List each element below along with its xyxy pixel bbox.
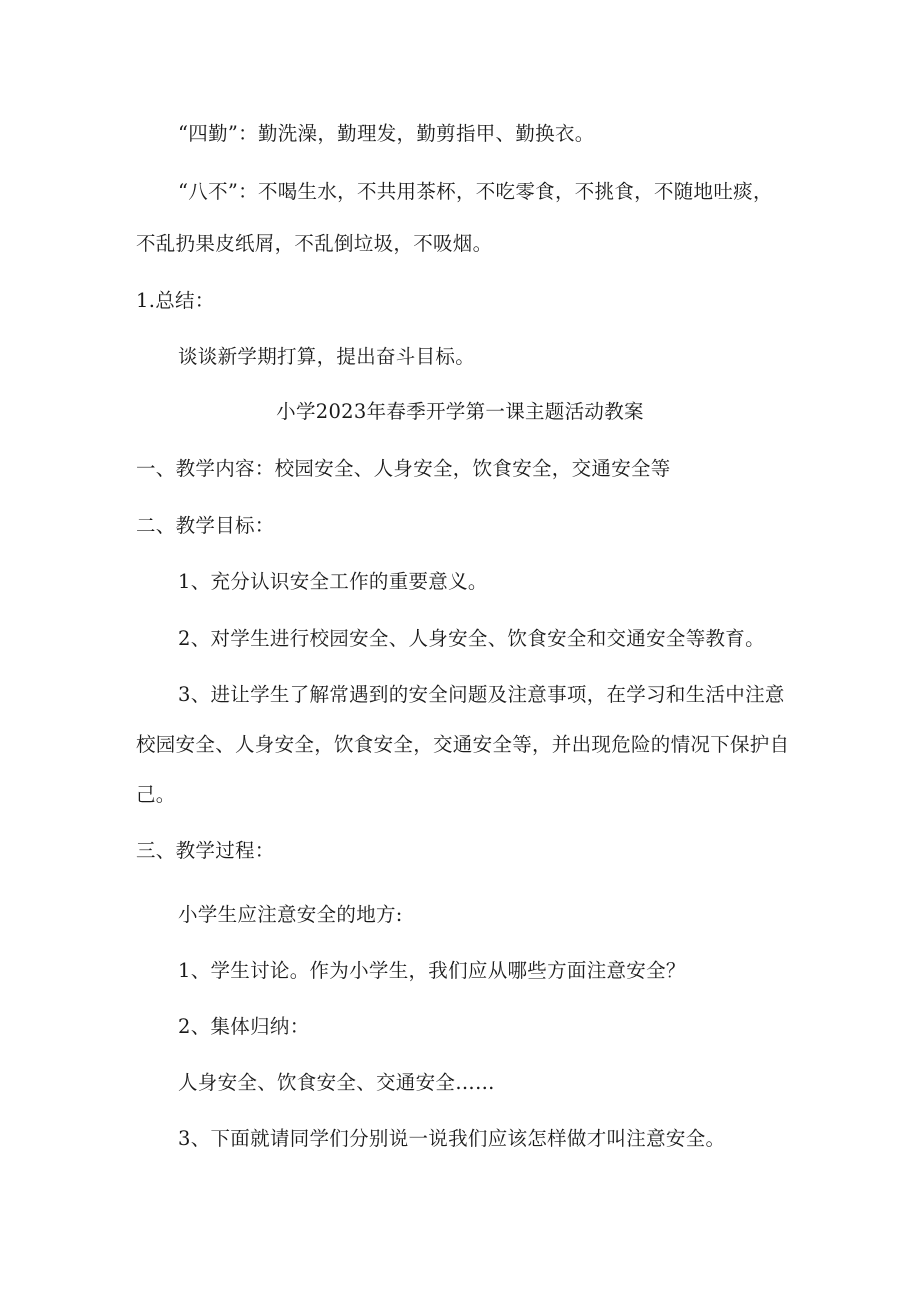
process-intro: 小学生应注意安全的地方: — [178, 903, 403, 926]
summary-text: 谈谈新学期打算，提出奋斗目标。 — [178, 345, 476, 368]
document-title: 小学2023年春季开学第一课主题活动教案 — [276, 400, 644, 423]
goal-item-3-line2: 校园安全、人身安全，饮食安全，交通安全等，并出现危险的情况下保护自 — [136, 733, 790, 756]
paragraph-eight-donts-line2: 不乱扔果皮纸屑，不乱倒垃圾，不吸烟。 — [136, 232, 493, 255]
process-item-3: 3、下面就请同学们分别说一说我们应该怎样做才叫注意安全。 — [178, 1127, 726, 1150]
goal-item-3-line1: 3、进让学生了解常遇到的安全问题及注意事项，在学习和生活中注意 — [178, 683, 785, 706]
process-item-1: 1、学生讨论。作为小学生，我们应从哪些方面注意安全？ — [178, 959, 686, 982]
goal-item-3-line3: 己。 — [136, 783, 176, 806]
section-teaching-goals: 二、教学目标： — [136, 514, 275, 537]
goal-item-2: 2、对学生进行校园安全、人身安全、饮食安全和交通安全等教育。 — [178, 627, 765, 650]
paragraph-eight-donts-line1: “八不”：不喝生水，不共用茶杯，不吃零食，不挑食，不随地吐痰， — [178, 180, 773, 203]
goal-item-1: 1、充分认识安全工作的重要意义。 — [178, 570, 488, 593]
section-teaching-content: 一、教学内容：校园安全、人身安全，饮食安全，交通安全等 — [136, 457, 671, 480]
section-teaching-process: 三、教学过程： — [136, 839, 275, 862]
process-item-2-detail: 人身安全、饮食安全、交通安全…… — [178, 1071, 495, 1094]
process-item-2: 2、集体归纳： — [178, 1015, 310, 1038]
paragraph-four-diligences: “四勤”：勤洗澡，勤理发，勤剪指甲、勤换衣。 — [178, 122, 595, 145]
summary-heading: 1.总结： — [136, 289, 215, 312]
